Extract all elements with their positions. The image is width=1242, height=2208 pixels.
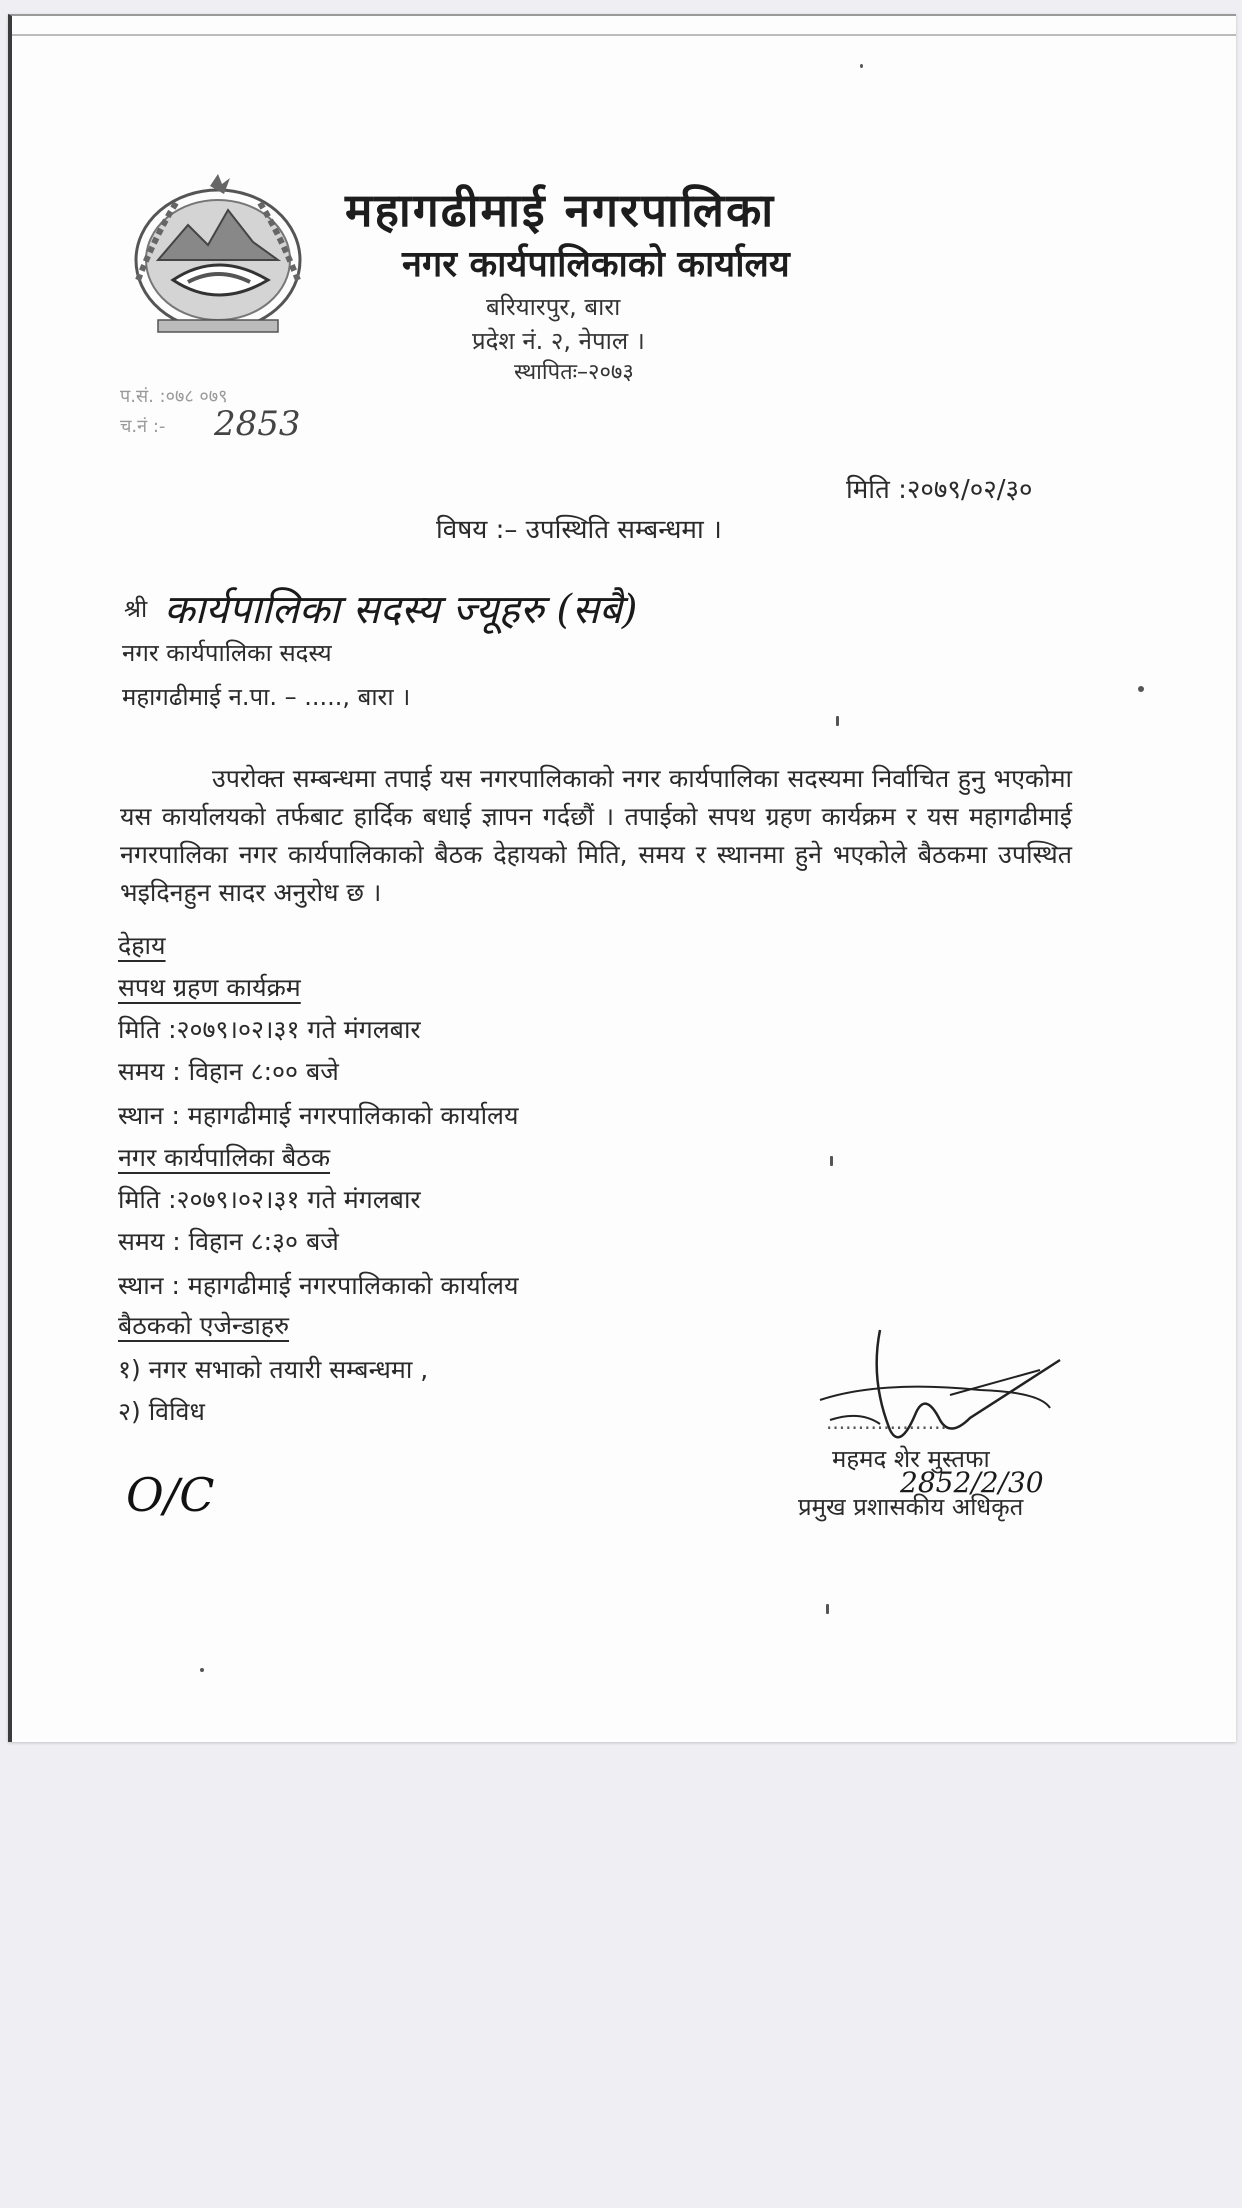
officer-title: प्रमुख प्रशासकीय अधिकृत [798, 1493, 1024, 1521]
letter-body: उपरोक्त सम्बन्धमा तपाई यस नगरपालिकाको नगर कार्यपालिका सदस्यमा निर्वाचित हुनु भएकोमा यस कार्यालयको तर्फबाट हार्दिक बधाई ज्ञापन गर्दछौं । तपाईको सपथ ग्रहण कार्यक्रम र यस महागढीमाई नगरपालिका नगर कार्यपालिकाको बैठक देहायको मिति, समय र स्थानमा हुने भएकोले बैठकमा उपस्थित भइदिनहुन सादर अनुरोध छ । [120, 764, 1072, 907]
dispatch-number-handwritten: 2853 [214, 404, 301, 444]
scan-speck [826, 1604, 829, 1614]
meeting-place: स्थान : महागढीमाई नगरपालिकाको कार्यालय [118, 1271, 519, 1300]
dispatch-number-label: च.नं :- [120, 416, 166, 437]
signature-handwritten-number: 2852/2/30 [900, 1466, 1044, 1499]
oath-heading: सपथ ग्रहण कार्यक्रम [118, 973, 301, 1002]
agenda-heading: बैठकको एजेन्डाहरु [118, 1311, 290, 1340]
agenda-item: १) नगर सभाको तयारी सम्बन्धमा , [118, 1355, 429, 1384]
address-line-2: प्रदेश नं. २, नेपाल । [472, 327, 645, 355]
scan-speck [860, 64, 863, 68]
meeting-heading: नगर कार्यपालिका बैठक [118, 1143, 331, 1172]
oath-date: मिति :२०७९।०२।३१ गते मंगलबार [118, 1015, 421, 1044]
scan-speck [1138, 686, 1144, 692]
letter-date: मिति :२०७९/०२/३० [846, 475, 1033, 505]
recipient-designation: नगर कार्यपालिका सदस्य [122, 639, 332, 667]
established-line: स्थापितः–२०७३ [514, 360, 634, 385]
scan-speck [830, 1156, 833, 1166]
oath-place: स्थान : महागढीमाई नगरपालिकाको कार्यालय [118, 1101, 519, 1130]
office-subtitle: नगर कार्यपालिकाको कार्यालय [402, 244, 790, 285]
details-heading: देहाय [118, 931, 166, 960]
recipient-handwritten-name: कार्यपालिका सदस्य ज्यूहरु (सबै) [164, 587, 638, 633]
agenda-item: २) विविध [118, 1397, 205, 1426]
officer-name: महमद शेर मुस्तफा [832, 1445, 990, 1473]
signature-dotted-line: ................... [826, 1410, 947, 1434]
recipient-prefix: श्री [124, 595, 148, 623]
letter-subject: विषय :– उपस्थिति सम्बन्धमा । [436, 515, 722, 545]
oath-time: समय : विहान ८:०० बजे [118, 1057, 339, 1086]
nepal-emblem-icon [118, 170, 318, 340]
handwritten-annotation: O/C [126, 1468, 215, 1522]
municipality-title: महागढीमाई नगरपालिका [345, 183, 776, 237]
page-top-rule [12, 34, 1236, 36]
recipient-address: महागढीमाई न.पा. – ....., बारा । [122, 683, 411, 711]
letter-reference-number: प.सं. :०७८ ०७९ [120, 386, 228, 407]
meeting-time: समय : विहान ८:३० बजे [118, 1227, 339, 1256]
scan-speck [200, 1668, 204, 1672]
meeting-date: मिति :२०७९।०२।३१ गते मंगलबार [118, 1185, 421, 1214]
scan-speck [836, 716, 839, 726]
address-line-1: बरियारपुर, बारा [486, 293, 621, 321]
